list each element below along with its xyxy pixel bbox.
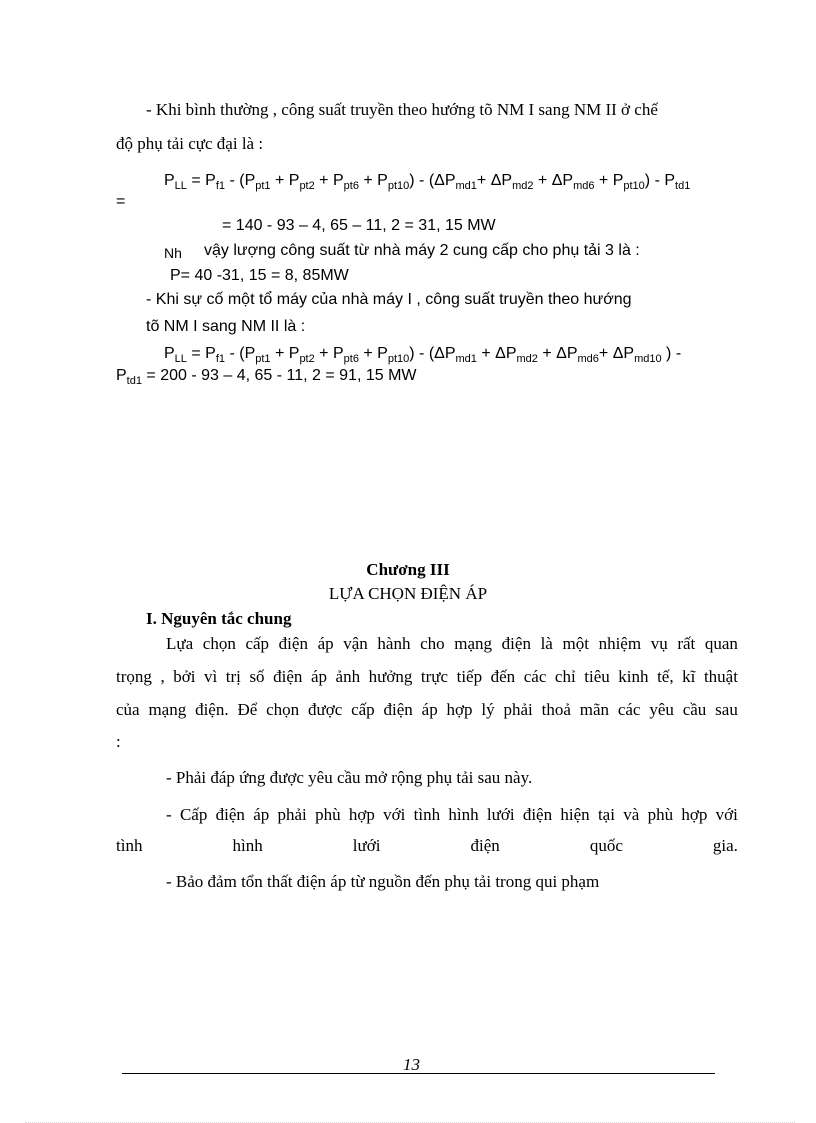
paragraph-line: - Khi bình thường , công suất truyền theo hướng tõ NM I sang NM II ở chế (146, 100, 658, 119)
word: kĩ (682, 667, 696, 686)
word: mạng (454, 634, 493, 653)
word: vận (343, 634, 368, 653)
word: cho (420, 634, 445, 653)
word: và (623, 805, 640, 824)
word: số (249, 667, 265, 686)
word: phải (277, 805, 307, 824)
word: là (540, 634, 553, 653)
word: cấp (351, 700, 375, 719)
paragraph-line (116, 667, 738, 687)
word: , (160, 667, 165, 686)
word: điện (273, 667, 303, 686)
word: áp (317, 634, 334, 653)
paragraph-line: : (116, 732, 121, 751)
word: các (617, 700, 641, 719)
word: vì (204, 667, 218, 686)
word: điện (383, 700, 413, 719)
paragraph-line: - Khi sự cố một tổ máy của nhà máy I , công suất truyền theo hướng (146, 291, 632, 308)
p-result: P= 40 -31, 15 = 8, 85MW (170, 267, 349, 284)
word: mạng (148, 700, 187, 719)
word: vụ (650, 634, 668, 653)
equation-1-result: = 140 - 93 – 4, 65 – 11, 2 = 31, 15 MW (222, 217, 496, 234)
word: điện (522, 805, 553, 824)
paragraph-line: tõ NM I sang NM II là : (146, 318, 306, 335)
section-heading: I. Nguyên tắc chung (146, 609, 292, 628)
equation-1: $P_{LL} = P_{f1} - (P_{pt1} + P_{pt2} + P_{pt6} + P_{pt10}) - (\Delta P_{md1}+ \Delta P_{md2} + \Delta P_{md6} + P_{pt10}) - P_{td1}$ (164, 172, 691, 192)
word: chọn (266, 700, 300, 719)
word: Để (237, 700, 258, 719)
equation-2: $P_{LL} = P_{f1} - (P_{pt1} + P_{pt2} + P_{pt6} + P_{pt10}) - (\Delta P_{md1} + \Delta P_{md2} + \Delta P_{md6}+ \Delta P_{md10}$ ) - (164, 345, 682, 365)
word: kinh (618, 667, 649, 686)
word: điện (215, 805, 245, 824)
word: phù (647, 805, 674, 824)
chapter-title: Chương III (366, 560, 450, 579)
word: hợp (446, 700, 473, 719)
word: tình (116, 836, 143, 855)
word: gia. (712, 836, 738, 855)
word: được (308, 700, 343, 719)
word: hợp (348, 805, 375, 824)
word: chọn (202, 634, 236, 653)
equation-2-continuation: $P_{td1} = 200 - 93 - 4$, 65 - 11, 2 = 91, 15 MW (116, 367, 417, 387)
list-item (166, 805, 738, 825)
word: lý (481, 700, 495, 719)
word: phải (503, 700, 533, 719)
list-item: - Bảo đảm tổn thất điện áp từ nguồn đến phụ tải trong qui phạm (166, 872, 600, 891)
word: thuật (703, 667, 738, 686)
word: - (166, 805, 172, 824)
page-number: 13 (403, 1055, 420, 1074)
word: cấp (245, 634, 270, 653)
word: của (116, 700, 140, 719)
word: Cấp (179, 805, 208, 824)
word: điện (278, 634, 308, 653)
chapter-subtitle: LỰA CHỌN ĐIỆN ÁP (328, 584, 488, 603)
word: áp (253, 805, 270, 824)
list-item-continuation (116, 836, 738, 856)
word: tình (413, 805, 441, 824)
word: Lựa (166, 634, 194, 653)
note-line: vậy lượng công suất từ nhà máy 2 cung cấp cho phụ tải 3 là : (204, 242, 640, 259)
word: tiếp (456, 667, 483, 686)
word: hiện (560, 805, 590, 824)
word: cầu (682, 700, 707, 719)
word: yêu (649, 700, 674, 719)
word: thoả (541, 700, 571, 719)
word: trị (225, 667, 241, 686)
word: điện. (195, 700, 229, 719)
word: áp (421, 700, 438, 719)
word: hưởng (368, 667, 413, 686)
word: lưới (352, 836, 381, 855)
word: các (523, 667, 547, 686)
word: với (715, 805, 738, 824)
word: áp (310, 667, 327, 686)
word: tiêu (584, 667, 610, 686)
word: ảnh (335, 667, 361, 686)
list-item: - Phải đáp ứng được yêu cầu mở rộng phụ tải sau này. (166, 768, 533, 787)
word: đến (490, 667, 516, 686)
word: sau (715, 700, 738, 719)
word: phù (315, 805, 341, 824)
word: tại (597, 805, 615, 824)
word: với (383, 805, 406, 824)
word: trực (420, 667, 449, 686)
word: chỉ (554, 667, 576, 686)
paragraph-line (166, 634, 738, 654)
word: hành (377, 634, 411, 653)
word: quốc (589, 836, 623, 855)
word: lưới (486, 805, 515, 824)
word: điện (501, 634, 531, 653)
paragraph-line: độ phụ tải cực đại là : (116, 134, 264, 153)
word: nhiệm (598, 634, 642, 653)
word: hợp (681, 805, 708, 824)
footer-rule (122, 1073, 715, 1074)
word: rất (677, 634, 696, 653)
word: bởi (173, 667, 196, 686)
word: điện (470, 836, 500, 855)
word: hình (232, 836, 263, 855)
word: mãn (579, 700, 609, 719)
word: quan (704, 634, 738, 653)
word: trọng (116, 667, 152, 686)
equation-1-continuation: = (116, 193, 126, 210)
nh-fragment: Nh (164, 245, 182, 261)
word: một (562, 634, 589, 653)
paragraph-line (116, 700, 738, 720)
word: hình (448, 805, 479, 824)
word: tế, (657, 667, 674, 686)
